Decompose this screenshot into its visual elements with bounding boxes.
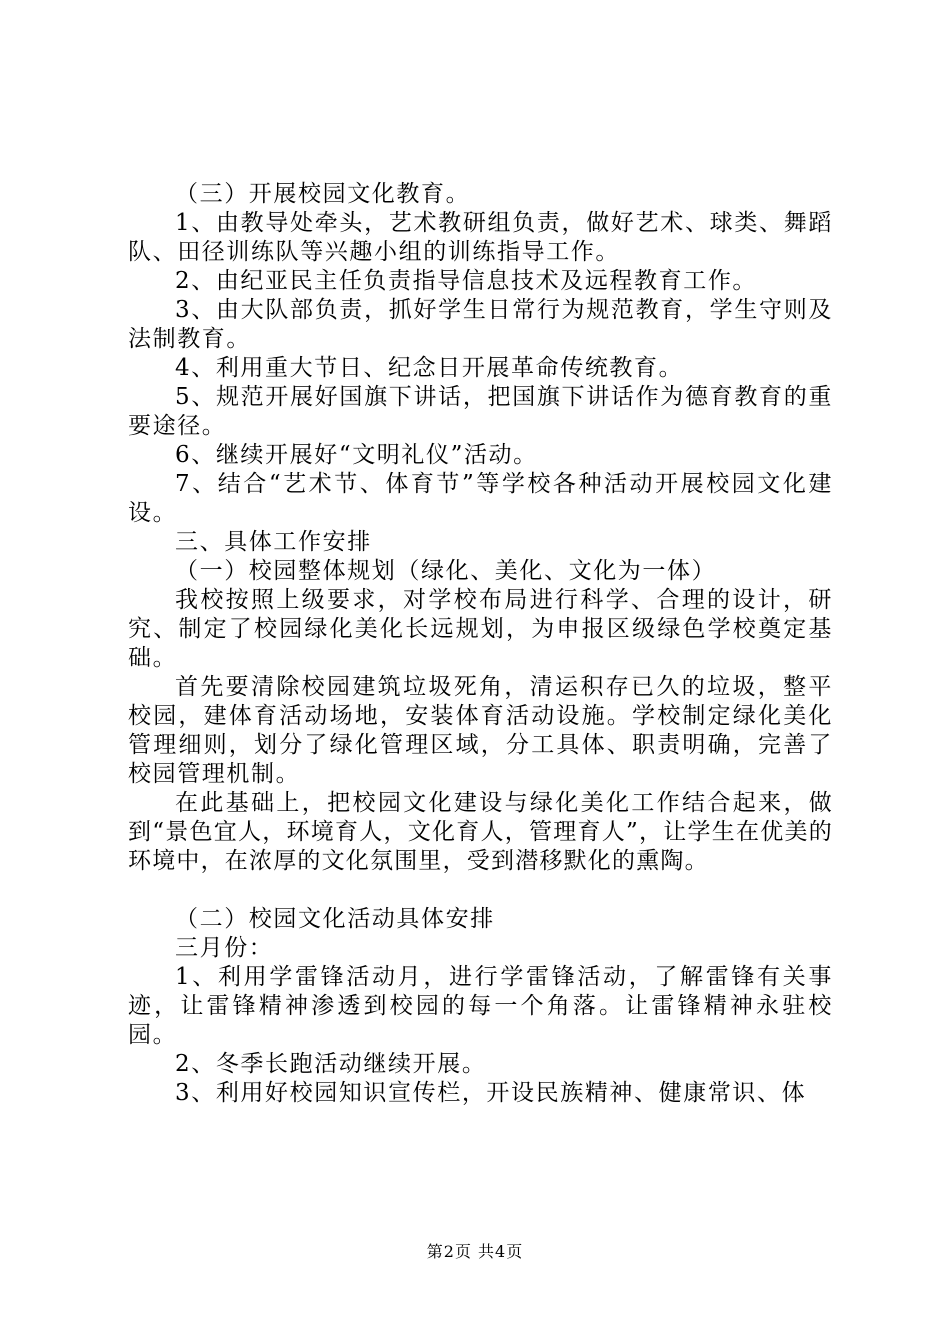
section-heading-3: （三）开展校园文化教育。 <box>175 181 471 207</box>
list-item-5: 5、规范开展好国旗下讲话，把国旗下讲话作为德育教育的重要途径。 <box>128 384 833 439</box>
body-paragraph: 首先要清除校园建筑垃圾死角，清运积存已久的垃圾，整平校园，建体育活动场地，安装体育活动设施。学校制定绿化美化管理细则，划分了绿化管理区域，分工具体、职责明确，完善了校园管理机制。 <box>128 674 833 787</box>
document-body <box>128 180 833 1108</box>
page-footer: 第2页 共4页 <box>426 1242 524 1261</box>
list-item-3: 3、利用好校园知识宣传栏，开设民族精神、健康常识、体 <box>175 1080 807 1106</box>
list-item-7: 7、结合“艺术节、体育节”等学校各种活动开展校园文化建设。 <box>128 471 833 526</box>
month-label: 三月份： <box>175 935 274 961</box>
body-paragraph: 在此基础上，把校园文化建设与绿化美化工作结合起来，做到“景色宜人，环境育人，文化育人，管理育人”，让学生在优美的环境中，在浓厚的文化氛围里，受到潜移默化的熏陶。 <box>128 790 833 874</box>
list-item-4: 4、利用重大节日、纪念日开展革命传统教育。 <box>175 355 684 381</box>
section-heading-1: （一）校园整体规划（绿化、美化、文化为一体） <box>175 558 717 584</box>
list-item-6: 6、继续开展好“文明礼仪”活动。 <box>175 442 538 468</box>
body-paragraph: 我校按照上级要求，对学校布局进行科学、合理的设计，研究、制定了校园绿化美化长远规划，为申报区级绿色学校奠定基础。 <box>128 587 833 671</box>
list-item-2: 2、冬季长跑活动继续开展。 <box>175 1051 487 1077</box>
section-heading-main: 三、具体工作安排 <box>175 529 372 555</box>
list-item-1: 1、利用学雷锋活动月，进行学雷锋活动，了解雷锋有关事迹，让雷锋精神渗透到校园的每一个角落。让雷锋精神永驻校园。 <box>128 964 833 1048</box>
list-item-2: 2、由纪亚民主任负责指导信息技术及远程教育工作。 <box>175 268 758 294</box>
section-heading-2: （二）校园文化活动具体安排 <box>175 906 495 932</box>
list-item-3: 3、由大队部负责，抓好学生日常行为规范教育，学生守则及法制教育。 <box>128 297 833 352</box>
list-item-1: 1、由教导处牵头，艺术教研组负责，做好艺术、球类、舞蹈队、田径训练队等兴趣小组的训练指导工作。 <box>128 210 833 265</box>
